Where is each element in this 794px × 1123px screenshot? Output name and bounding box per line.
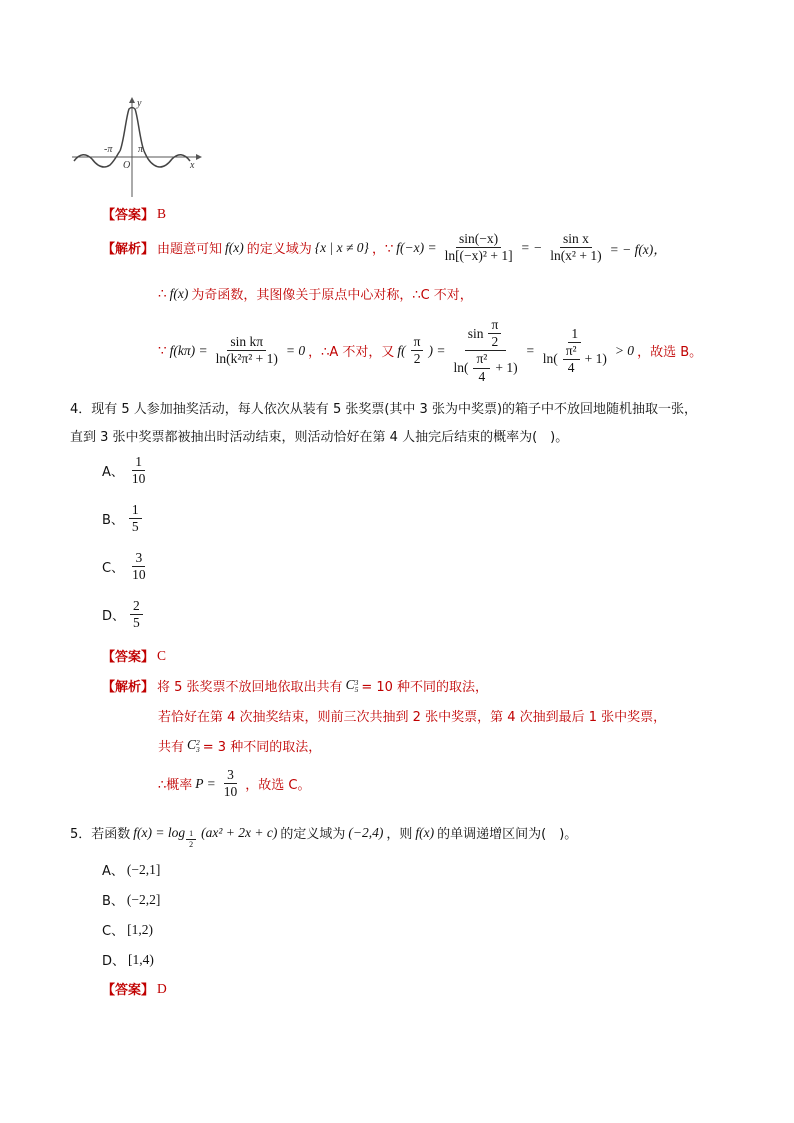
analysis-label: 【解析】 [102,242,155,258]
option-letter: D、 [102,954,126,969]
math: = − f(x)， [609,241,667,257]
combination [346,677,359,693]
numerator: π² [473,352,490,368]
curve-right [144,151,190,167]
fraction [488,318,501,349]
fraction [473,352,490,383]
math: f(x) [415,824,435,840]
numerator: 1 [186,830,196,840]
neg-pi-label: -π [104,144,113,155]
fraction [129,455,149,486]
math: > 0 [614,342,635,358]
option-value: (−2,1] [126,861,161,877]
fraction [130,599,143,630]
option-letter: C、 [102,561,125,577]
text: 的定义域为 [280,827,346,843]
math: {x | x ≠ 0} [314,239,369,255]
math: f(x) [169,285,189,301]
math: = 0 [285,342,306,358]
text: 由题意可知 [157,242,223,258]
fraction [547,232,604,263]
text: 的定义域为 [246,242,312,258]
ln: ln( [453,359,469,375]
numerator: 1 [132,455,145,471]
text: 为奇函数，其图像关于原点中心对称，∴C 不对， [191,288,473,303]
numerator: 3 [132,551,145,567]
numerator: 3 [224,768,237,784]
denominator: 5 [131,519,139,535]
text: ，故选 C。 [245,778,311,794]
denominator: 10 [132,567,146,583]
c-sub: 3 [196,745,200,755]
log-base [186,830,196,850]
fraction [450,318,520,384]
c-sup: 3 [354,677,359,687]
plus-one: + 1) [584,351,607,367]
denominator: 2 [413,351,421,367]
denominator: ln[(−x)² + 1] [444,248,513,264]
numerator: 1 [129,503,142,519]
text: = 3 种不同的取法， [202,740,322,755]
denominator: 2 [189,840,194,850]
math: P = [195,775,216,791]
numerator: π [488,318,501,334]
denominator [450,351,520,383]
text: = 10 种不同的取法， [361,680,489,695]
combination [187,737,200,753]
q3-answer [102,204,166,223]
q5-answer [102,979,167,998]
c-sub: 5 [354,685,359,695]
numerator: sin kπ [227,335,266,351]
q3-analysis-line3 [158,318,702,384]
denominator: 2 [491,334,499,350]
answer-value: B [157,205,167,221]
q3-analysis-line2 [158,284,473,303]
x-label: x [190,160,195,171]
math: = [525,342,535,358]
q5-option-b[interactable] [102,890,160,909]
text: ，故选 B。 [637,345,703,361]
answer-label: 【答案】 [102,208,155,223]
answer-label: 【答案】 [102,983,155,998]
fraction [563,344,580,375]
math: (ax² + 2x + c) [201,824,278,840]
numerator: sin x [560,232,592,248]
denominator [540,343,610,375]
analysis-label: 【解析】 [102,680,155,695]
plus-one: + 1) [495,359,518,375]
q4-option-c[interactable] [102,551,151,582]
option-value: (−2,2] [126,891,161,907]
text: ，则 [386,827,413,843]
fraction [540,327,610,376]
text: ，∴A 不对，又 [308,345,395,361]
q4-option-b[interactable] [102,503,144,534]
denominator: ln(k²π² + 1) [215,351,278,367]
fraction [411,335,424,366]
q5-option-c[interactable] [102,920,153,939]
q4-stem-line2: 直到 3 张中奖票都被抽出时活动结束，则活动恰好在第 4 人抽完后结束的概率为( )。 [70,430,569,445]
option-letter: C、 [102,924,125,939]
text: ∴概率 [158,778,193,794]
text: ∵ [158,342,167,358]
fraction [221,768,241,799]
ln: ln( [542,351,558,367]
denominator: 5 [133,615,140,631]
q4-answer [102,646,166,665]
denominator: ln(x² + 1) [550,248,602,264]
q5-stem [70,816,577,850]
sine-over-log-graph [70,95,205,200]
q4-analysis-line1 [102,676,488,695]
option-letter: A、 [102,864,124,879]
numerator: π [411,335,424,351]
q4-option-a[interactable] [102,455,150,486]
curve-left [74,151,120,167]
q4-option-d[interactable] [102,599,145,630]
q4-analysis-line3 [158,736,321,755]
option-value: [1,2) [127,921,153,937]
q4-analysis-line4 [158,768,311,799]
text: 的单调递增区间为( )。 [437,827,578,843]
fraction [442,232,516,263]
c-sup: 2 [196,737,200,747]
denominator: 10 [223,784,238,800]
math: f(x) [225,239,244,255]
option-letter: B、 [102,894,124,909]
q5-option-a[interactable] [102,860,160,879]
q3-analysis-line1 [102,232,667,263]
origin-label: O [123,160,131,171]
text: 共有 [158,740,185,755]
math: = − [520,239,543,255]
answer-label: 【答案】 [102,650,155,665]
math: ) = [428,342,446,358]
denominator: 10 [131,471,146,487]
x-axis-arrow-icon [196,154,202,160]
y-axis-arrow-icon [129,97,135,103]
text: ，∵ [371,242,394,258]
q4-stem-line1: 4．现有 5 人参加抽奖活动，每人依次从装有 5 张奖票(其中 3 张为中奖票)的箱子中不放回地随机抽取一张， [70,402,698,417]
numerator: π² [563,344,580,360]
numerator: 1 [568,327,581,343]
fraction [129,503,142,534]
c: C [345,677,355,693]
pi-label: π [138,144,144,155]
denominator: 4 [478,368,486,384]
math: f(kπ) = [169,342,208,358]
numerator [465,318,507,351]
denominator: 4 [567,359,575,375]
math: f( [397,342,406,358]
option-letter: A、 [102,465,124,481]
answer-value: C [157,647,167,663]
option-letter: B、 [102,513,124,529]
fraction [129,551,149,582]
numerator: 2 [130,599,143,615]
q5-option-d[interactable] [102,950,154,969]
option-letter: D、 [102,609,126,625]
numerator: sin(−x) [456,232,501,248]
answer-value: D [157,980,167,996]
text: 将 5 张奖票不放回地依取出共有 [157,680,343,695]
text: ∴ [158,285,167,301]
fraction [213,335,281,366]
option-value: [1,4) [128,951,154,967]
math: f(−x) = [396,239,437,255]
text: 5．若函数 [70,827,131,843]
q4-analysis-line2: 若恰好在第 4 次抽奖结束，则前三次共抽到 2 张中奖票，第 4 次抽到最后 1 张中奖票， [158,710,667,725]
y-label: y [137,98,142,109]
sin: sin [467,325,484,341]
math: (−2,4) [348,824,384,840]
math: f(x) = log [133,824,186,840]
c: C [187,737,197,753]
